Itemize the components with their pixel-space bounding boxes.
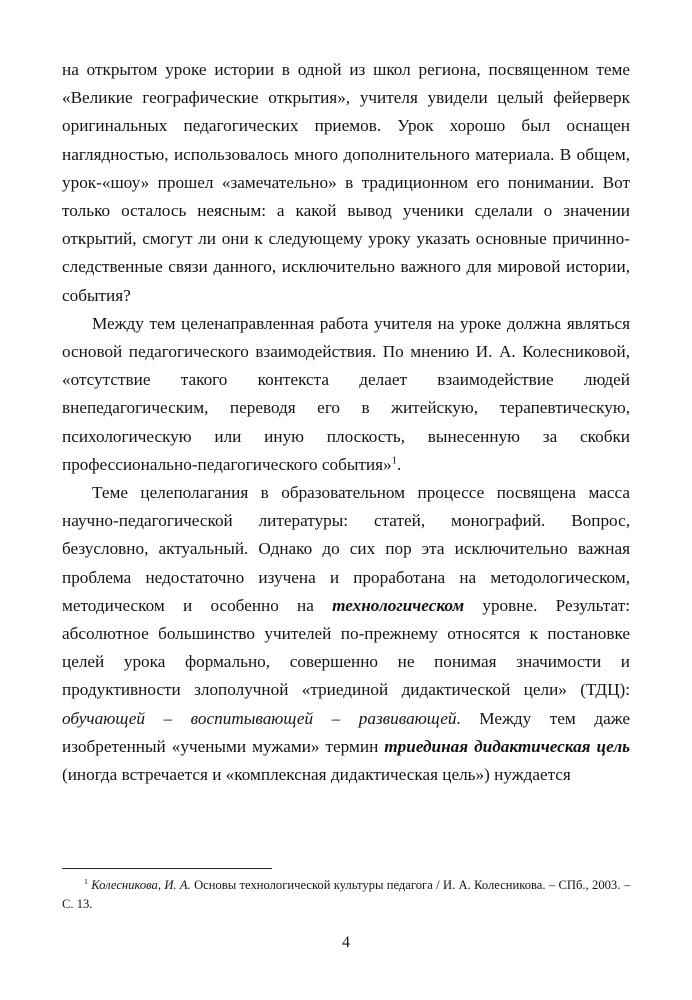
paragraph-3 — [62, 479, 630, 789]
footnote-marker: 1 — [84, 876, 88, 886]
emphasis-bold-italic: триединая дидактическая цель — [384, 736, 630, 756]
text-run: . — [396, 454, 402, 474]
paragraph-2 — [62, 310, 630, 479]
text-run: (иногда встречается и «комплексная дидактическая цель») нуждается — [62, 765, 571, 785]
text-run: уровне. Результат: абсолютное большинство учителей по-прежнему относятся к постановке целей урока формально, совершенно не понимая значимости и продуктивности злополучной «триединой дидактической цели» (ТДЦ): — [62, 595, 630, 700]
text-run: Теме целеполагания в образовательном процессе посвящена масса научно-педагогической литературы: статей, монографий. Вопрос, безусловно, актуальный. Однако до сих пор эта исключительно важная проблема недостаточно изучена и проработана на методологическом, методическом и особенно на — [62, 483, 630, 615]
body-text-block — [62, 56, 630, 789]
text-run: . Между тем даже изобретенный «учеными мужами» термин — [62, 708, 630, 756]
footnote-area — [62, 868, 630, 914]
emphasis-italic: обучающей – воспитывающей – развивающей — [62, 708, 457, 728]
emphasis-italic: Колесникова, И. А. — [91, 878, 191, 892]
emphasis-bold-italic: технологическом — [332, 595, 465, 615]
text-run: Основы технологической культуры педагога / И. А. Колесникова. – СПб., 2003. – С. 13. — [62, 878, 630, 911]
text-run: Между тем целенаправленная работа учителя на уроке должна являться основой педагогического взаимодействия. По мнению И. А. Колесниковой, «отсутствие такого контекста делает взаимодействие людей внепедагогическим, переводя его в житейскую, терапевтическую, психологическую или иную плоскость, вынесенную за скобки профессионально-педагогического события» — [62, 313, 630, 474]
paragraph-1 — [62, 56, 630, 310]
footnote-reference-marker: 1 — [391, 455, 397, 467]
text-run: на открытом уроке истории в одной из школ региона, посвященном теме «Великие географические открытия», учителя увидели целый фейерверк оригинальных педагогических приемов. Урок хорошо был оснащен наглядностью, использовалось много дополнительного материала. В общем, урок-«шоу» прошел «замечательно» в традиционном его понимании. Вот только осталось неясным: а какой вывод ученики сделали о значении открытий, смогут ли они к следующему уроку указать основные причинно-следственные связи данного, исключительно важного для мировой истории, события? — [62, 60, 630, 305]
footnote-separator-rule — [62, 868, 272, 869]
page-number: 4 — [342, 934, 350, 951]
footnote-text — [62, 876, 630, 914]
